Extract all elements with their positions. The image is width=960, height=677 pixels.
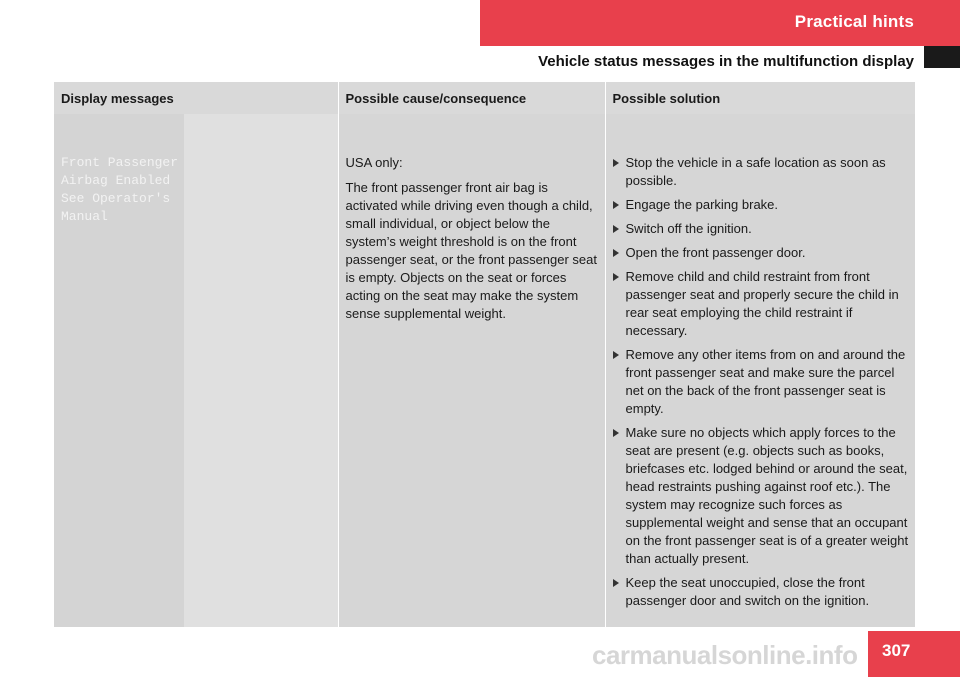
column-header-display-messages: Display messages — [54, 82, 338, 114]
solution-step: Engage the parking brake. — [613, 196, 910, 214]
page-subtitle: Vehicle status messages in the multifunction display — [538, 53, 914, 70]
solution-step: Remove child and child restraint from front passenger seat and properly secure the child in rear seat employing the child restraint if necessary. — [613, 268, 910, 340]
solution-cell — [605, 114, 915, 627]
solution-step: Remove any other items from on and around the front passenger seat and make sure the parcel net on the back of the front passenger seat is empty. — [613, 346, 910, 418]
header-marker — [924, 46, 960, 68]
solution-step: Make sure no objects which apply forces to the seat are present (e.g. objects such as books, briefcases etc. lodged behind or around the seat, head restraints pushing against roof etc.). The system may recognize such forces as supplemental weight and sense that an occupant on the front passenger seat is of a greater weight than actually present. — [613, 424, 910, 568]
solution-steps — [613, 154, 910, 610]
arrow-bullet-icon — [613, 201, 619, 209]
arrow-bullet-icon — [613, 249, 619, 257]
spacer-cell — [184, 114, 338, 627]
arrow-bullet-icon — [613, 273, 619, 281]
page-number: 307 — [882, 641, 911, 660]
page-number-tab — [868, 631, 960, 677]
section-title: Practical hints — [794, 12, 914, 31]
solution-step: Stop the vehicle in a safe location as soon as possible. — [613, 154, 910, 190]
display-message-line: See Operator's — [61, 191, 171, 206]
status-messages-table — [54, 82, 915, 627]
arrow-bullet-icon — [613, 225, 619, 233]
arrow-bullet-icon — [613, 351, 619, 359]
cause-heading: USA only: — [345, 155, 403, 170]
section-tab — [480, 0, 960, 46]
column-header-solution: Possible solution — [605, 82, 915, 114]
arrow-bullet-icon — [613, 579, 619, 587]
column-header-cause: Possible cause/consequence — [338, 82, 605, 114]
table-row — [54, 114, 915, 627]
solution-step: Keep the seat unoccupied, close the front passenger door and switch on the ignition. — [613, 574, 910, 610]
table-header-row — [54, 82, 915, 114]
cause-cell — [338, 114, 605, 627]
cause-text: The front passenger front air bag is activated while driving even though a child, small individual, or object below the system’s weight threshold is on the front passenger seat, or the front passenger seat is empty. Objects on the seat or forces acting on the seat may make the system sense supplemental weight. — [345, 180, 598, 321]
display-message-cell — [54, 114, 184, 627]
arrow-bullet-icon — [613, 429, 619, 437]
display-message-line: Front Passenger — [61, 155, 179, 170]
arrow-bullet-icon — [613, 159, 619, 167]
display-message-line: Manual — [61, 209, 108, 224]
solution-step: Open the front passenger door. — [613, 244, 910, 262]
watermark: carmanualsonline.info — [592, 640, 858, 670]
display-message-line: Airbag Enabled — [61, 173, 171, 188]
solution-step: Switch off the ignition. — [613, 220, 910, 238]
